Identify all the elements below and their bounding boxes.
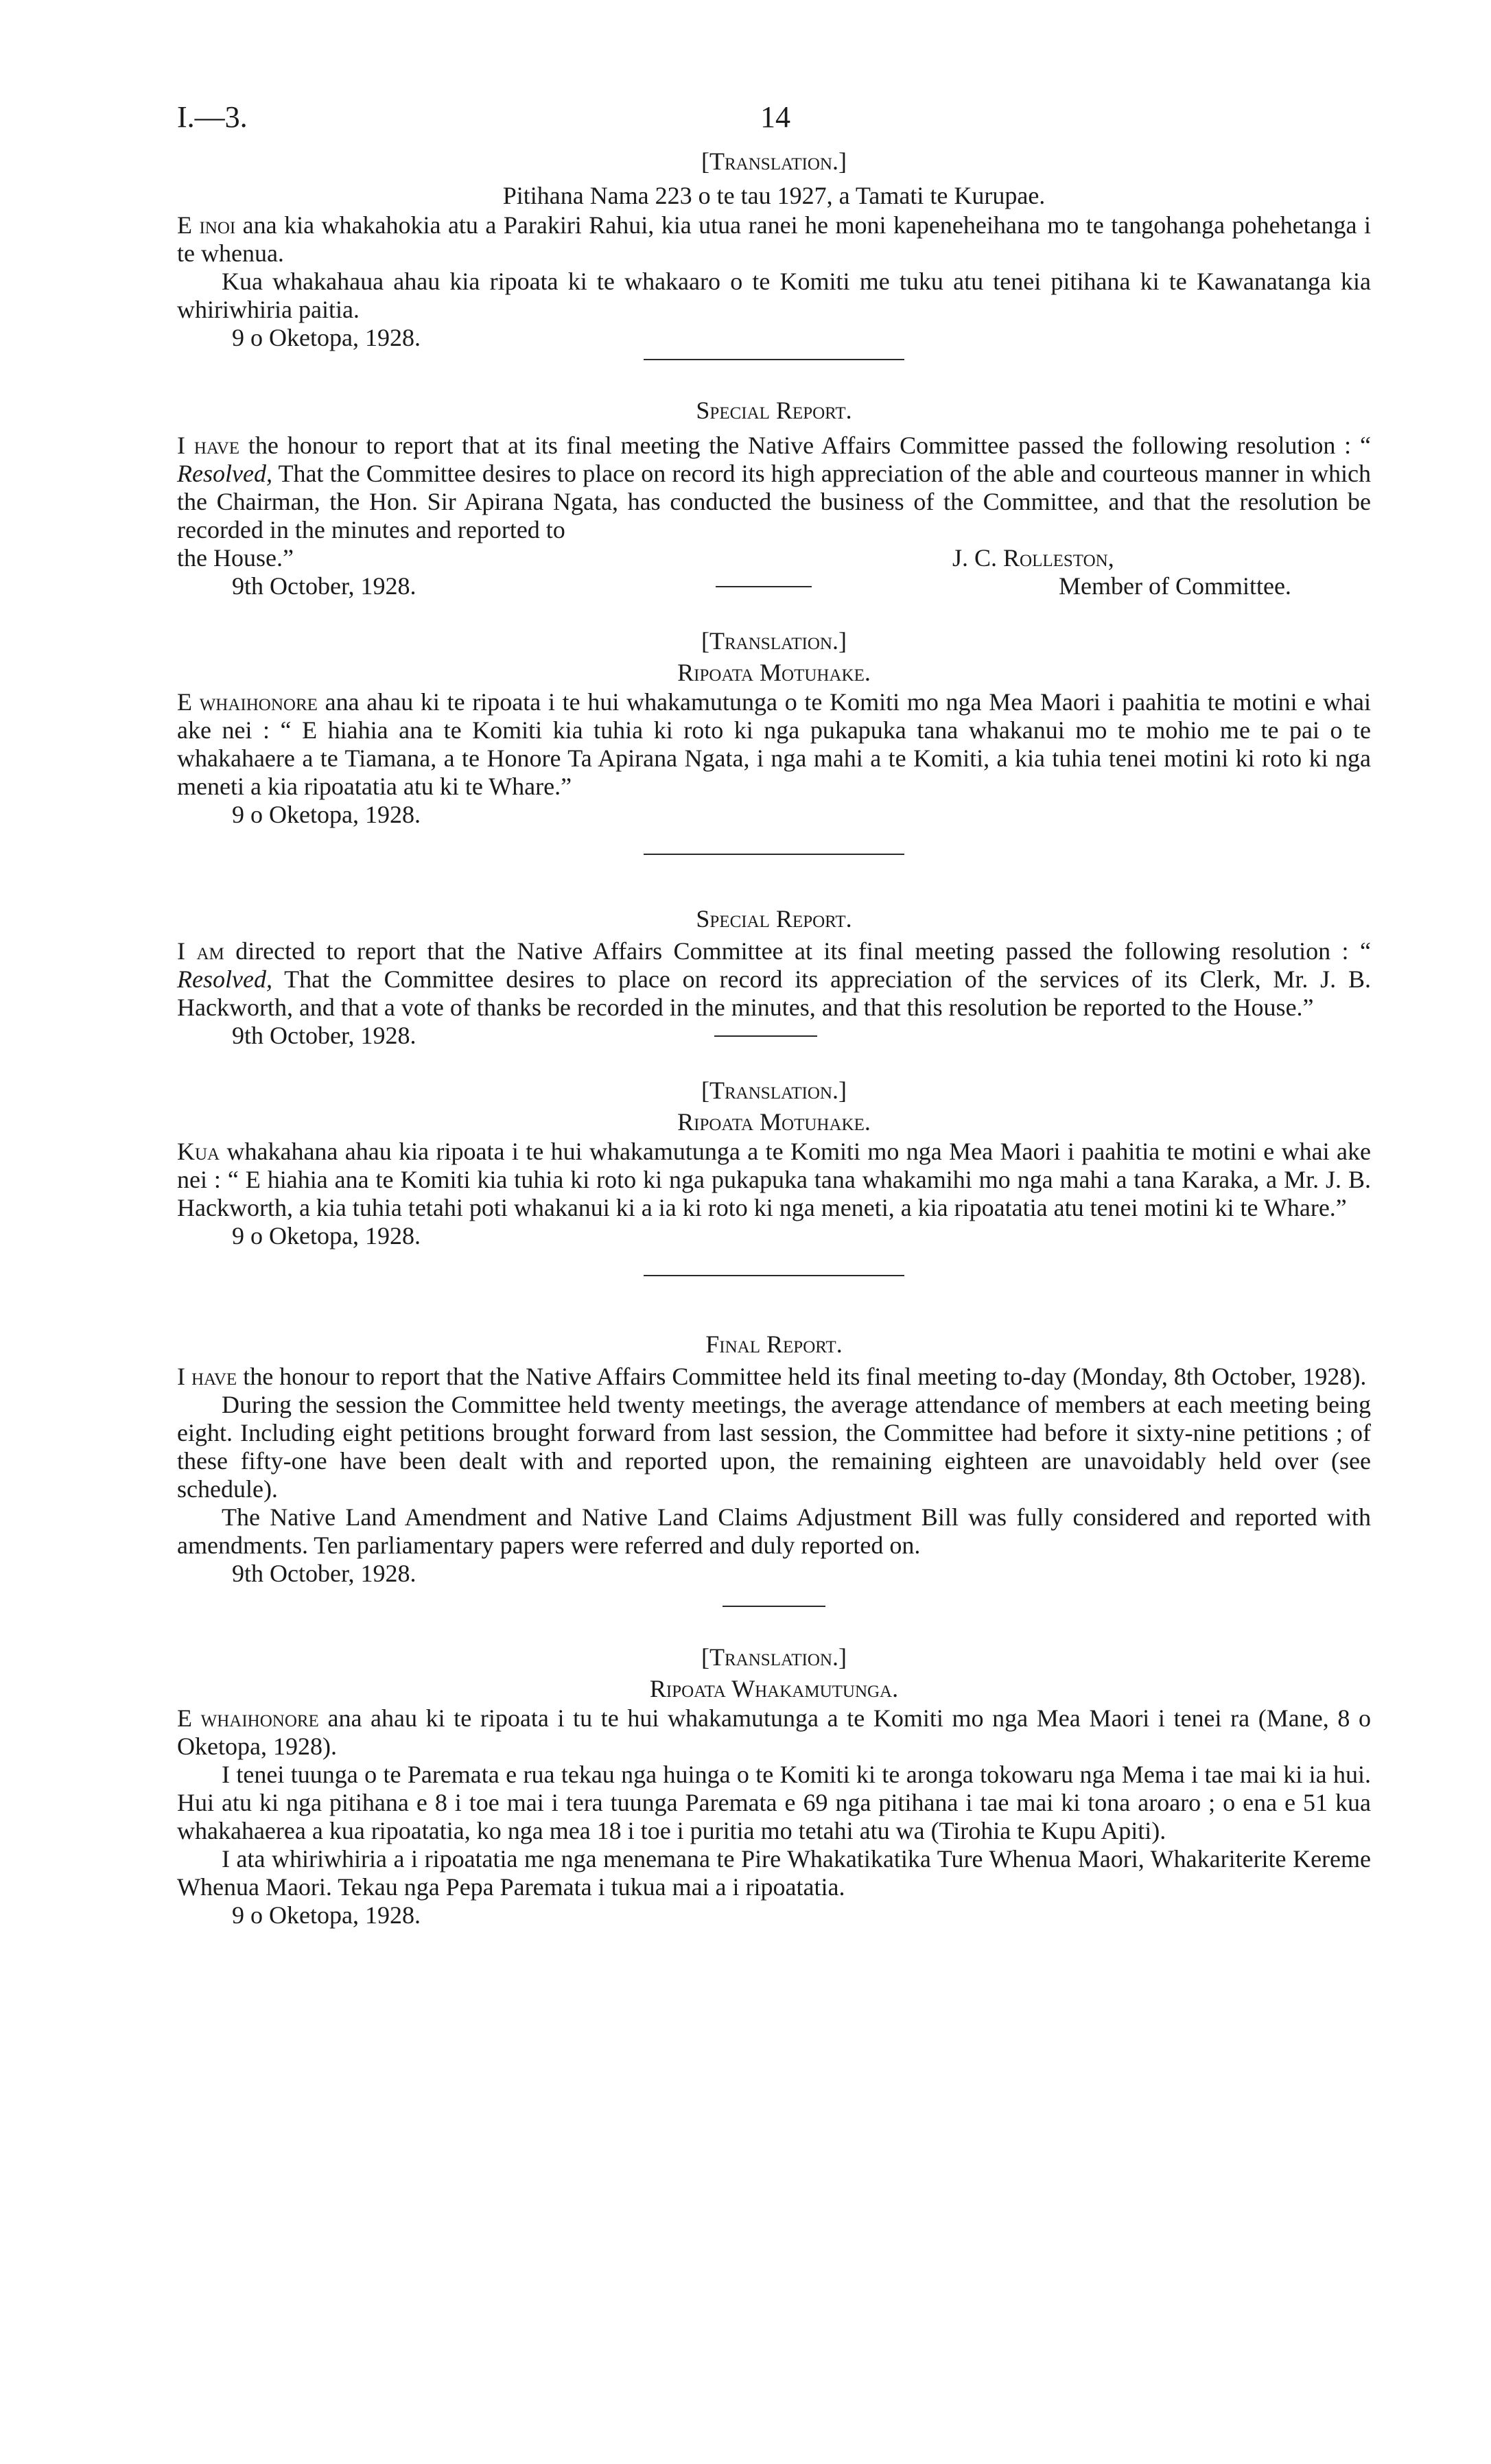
final-report-paragraph-3: The Native Land Amendment and Native Land Claims Adjustment Bill was fully considered and reported with amendments. Ten parliamentary papers were referred and duly reported on. <box>177 1503 1371 1559</box>
translation-3-paragraph-3: I ata whiriwhiria a i ripoatatia me nga menemana te Pire Whakatikatika Ture Whenua Maori, Whakariterite Kereme Whenua Maori. Tekau nga Pepa Paremata i tukua mai a i ripoatatia. <box>177 1845 1371 1901</box>
special-report-1-signature-line <box>177 544 1371 572</box>
translation-3-text-1: ana ahau ki te ripoata i tu te hui whakamutunga a te Komiti mo nga Mea Maori i tenei ra (Mane, 8 o Oketopa, 1928). <box>177 1704 1372 1760</box>
special-report-1-title: Special Report. <box>696 397 852 424</box>
translation-1-title: Ripoata Motuhake. <box>677 659 871 686</box>
final-report-text-1: the honour to report that the Native Affairs Committee held its final meeting to-day (Monday, 8th October, 1928). <box>237 1363 1367 1390</box>
section-divider <box>644 854 904 855</box>
translation-2-title: Ripoata Motuhake. <box>677 1108 871 1136</box>
page-header <box>177 99 1371 141</box>
translation-1-text: ana ahau ki te ripoata i te hui whakamutunga o te Komiti mo nga Mea Maori i paahitia te motini e whai ake nei : “ E hiahia ana te Komiti kia tuhia ki roto ki nga pukapuka tana whakanui mo te mohio me te pai o te whakahaere a te Tiamana, a te Honore Ta Apirana Ngata, i nga mahi a te Komiti, a kia tuhia tenei motini ki roto ki nga meneti a kia ripoatatia atu ki te Whare.” <box>177 688 1371 800</box>
petition-title: Pitihana Nama 223 o te tau 1927, a Tamati te Kurupae. <box>502 182 1046 209</box>
resolved-label: Resolved, <box>177 965 272 993</box>
translation-3-paragraph-2: I tenei tuunga o te Paremata e rua tekau nga huinga o te Komiti ki te aronga tokowaru nga Mema i tae mai ki ia hui. Hui atu ki nga pitihana e 8 i toe mai i tera tuunga Paremata e 69 nga pitihana i tae mai ki tona aroaro ; o ena e 51 kua whakahaerea a kua ripoatatia, ko nga mea 18 i toe i puritia mo tetahi atu wa (Tirohia te Kupu Apiti). <box>177 1761 1371 1844</box>
special-report-2-date: 9th October, 1928. <box>232 1022 416 1049</box>
special-report-1-paragraph <box>177 432 1371 544</box>
special-report-1-text-b: That the Committee desires to place on record its high appreciation of the able and courteous manner in which the Chairman, the Hon. Sir Apirana Ngata, has conducted the business of the Committee, and that the resolution be recorded in the minutes and reported to <box>177 460 1371 543</box>
translation-3-date: 9 o Oketopa, 1928. <box>232 1901 421 1929</box>
translation-3-lead: E whaihonore <box>177 1704 319 1732</box>
resolved-label: Resolved, <box>177 460 272 487</box>
special-report-2-text-b: That the Committee desires to place on record its appreciation of the services of its Clerk, Mr. J. B. Hackworth, and that a vote of thanks be recorded in the minutes, and that this resolution be reported to the House.” <box>177 965 1371 1021</box>
special-report-2-lead: I am <box>177 937 224 965</box>
final-report-date: 9th October, 1928. <box>232 1560 416 1587</box>
translation-label: [Translation.] <box>701 627 847 655</box>
petition-paragraph-1 <box>177 211 1371 268</box>
short-divider <box>716 586 812 587</box>
final-report-title: Final Report. <box>705 1330 843 1358</box>
signatory-name: J. C. Rolleston, <box>952 544 1114 572</box>
translation-1-paragraph <box>177 688 1371 801</box>
translation-3-paragraph-1 <box>177 1704 1371 1761</box>
special-report-1-date-line <box>177 572 1371 600</box>
special-report-1-last-line: the House.” <box>177 544 294 572</box>
page-number: 14 <box>760 100 790 134</box>
document-body <box>177 145 1371 1929</box>
translation-2-text: whakahana ahau kia ripoata i te hui whakamutunga a te Komiti mo nga Mea Maori i paahitia te motini e whai ake nei : “ E hiahia ana te Komiti kia tuhia ki roto ki nga pukapuka tana whakamihi mo nga mahi a tana Karaka, a Mr. J. B. Hackworth, a kia tuhia tetahi poti whakanui ki a ia ki roto ki nga meneti, a kia ripoatatia atu tenei motini ki te Whare.” <box>177 1138 1371 1221</box>
section-divider <box>644 359 904 360</box>
final-report-paragraph-1 <box>177 1363 1371 1391</box>
translation-3-title: Ripoata Whakamutunga. <box>649 1675 899 1702</box>
special-report-2-paragraph <box>177 937 1371 1022</box>
final-report-paragraph-2: During the session the Committee held twenty meetings, the average attendance of members at each meeting being eight. Including eight petitions brought forward from last session, the Committee had before it sixty-nine petitions ; of these fifty-one have been dealt with and reported upon, the remaining eighteen are unavoidably held over (see schedule). <box>177 1391 1371 1503</box>
translation-label: [Translation.] <box>701 1643 847 1671</box>
petition-lead: E inoi <box>177 211 236 239</box>
special-report-2-text-a: directed to report that the Native Affairs Committee at its final meeting passed the following resolution : “ <box>224 937 1371 965</box>
translation-2-paragraph <box>177 1138 1371 1222</box>
signatory-role: Member of Committee. <box>1059 572 1291 600</box>
short-divider <box>714 1035 817 1037</box>
special-report-2-date-line <box>177 1022 1371 1050</box>
translation-2-lead: Kua <box>177 1138 220 1165</box>
translation-1-lead: E whaihonore <box>177 688 318 716</box>
petition-paragraph-2: Kua whakahaua ahau kia ripoata ki te whakaaro o te Komiti me tuku atu tenei pitihana ki te Kawanatanga kia whiriwhiria paitia. <box>177 268 1371 323</box>
paper-reference: I.—3. <box>177 100 248 134</box>
short-divider <box>723 1606 825 1607</box>
special-report-1-lead: I have <box>177 432 240 459</box>
section-divider <box>644 1275 904 1276</box>
special-report-2-title: Special Report. <box>696 905 852 932</box>
special-report-1-text-a: the honour to report that at its final meeting the Native Affairs Committee passed the following resolution : “ <box>239 432 1372 459</box>
translation-label: [Translation.] <box>701 148 847 175</box>
petition-text-1: ana kia whakahokia atu a Parakiri Rahui, kia utua ranei he moni kapeneheihana mo te tangohanga pohehetanga i te whenua. <box>177 211 1371 267</box>
petition-date: 9 o Oketopa, 1928. <box>232 324 421 351</box>
special-report-1-date: 9th October, 1928. <box>232 572 416 600</box>
translation-label: [Translation.] <box>701 1077 847 1104</box>
translation-2-date: 9 o Oketopa, 1928. <box>232 1222 421 1249</box>
translation-1-date: 9 o Oketopa, 1928. <box>232 801 421 828</box>
final-report-lead: I have <box>177 1363 237 1390</box>
